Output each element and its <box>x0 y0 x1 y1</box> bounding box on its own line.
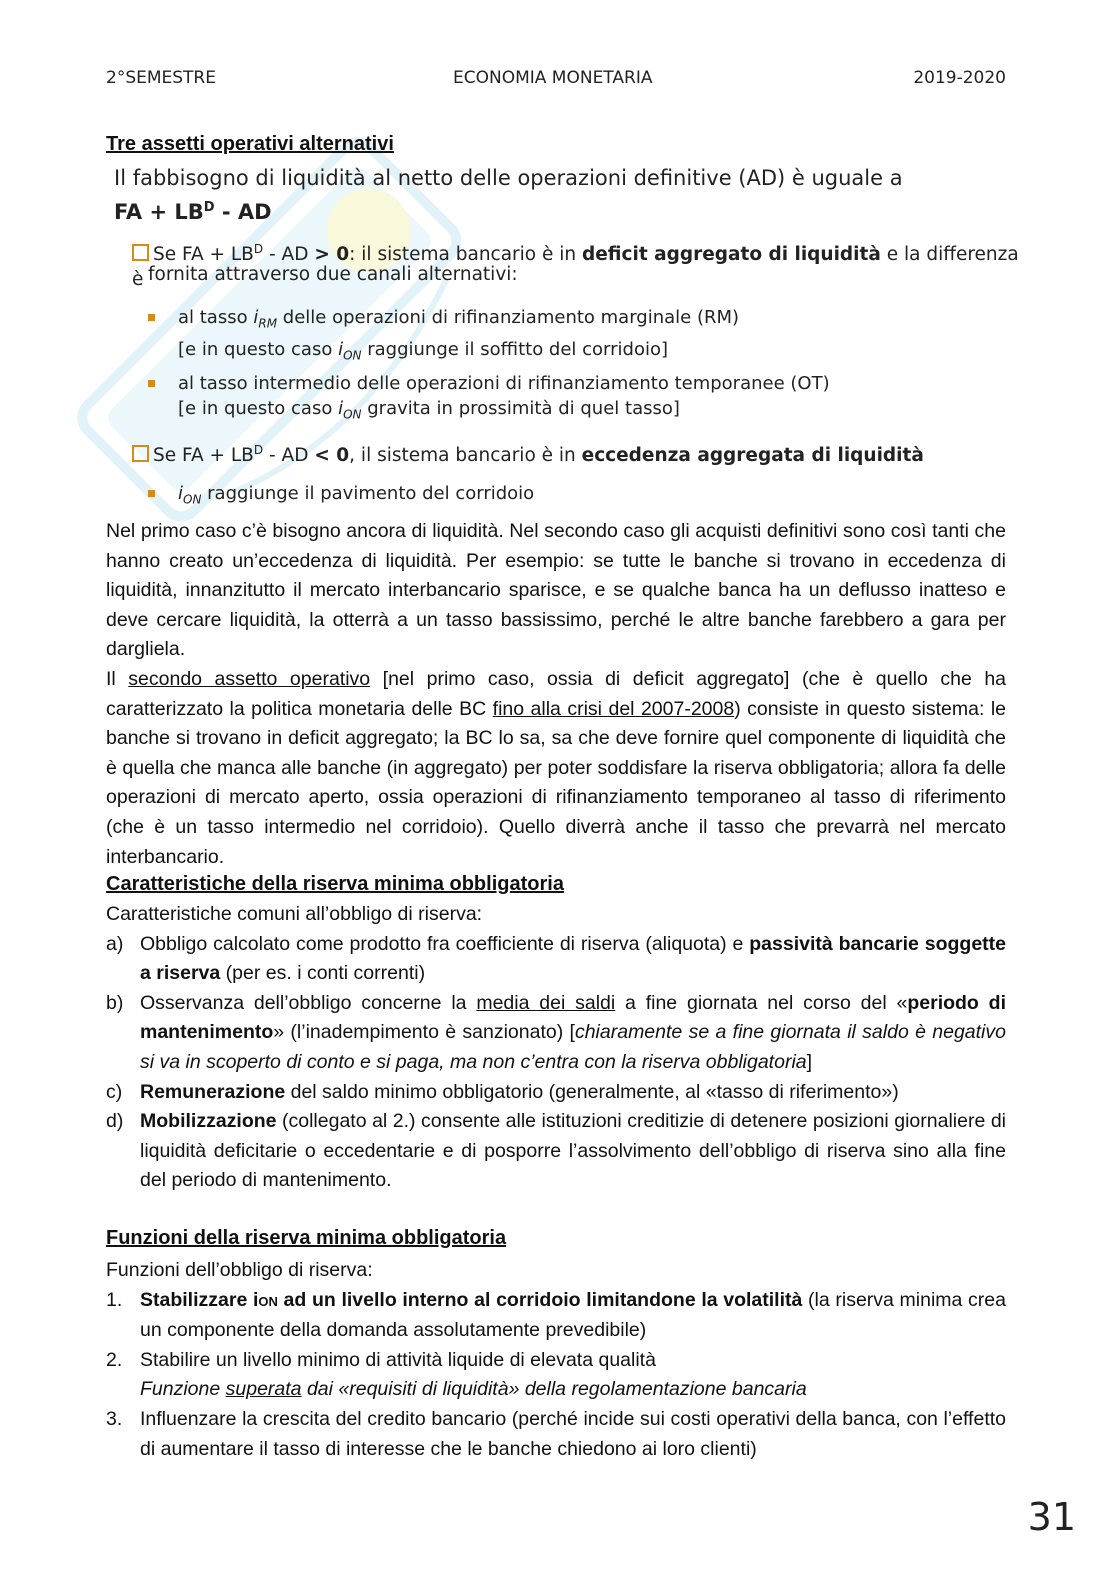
slide-bullet-ot <box>178 371 998 428</box>
paragraph-primo-caso <box>106 517 1006 665</box>
list-item <box>106 1346 1006 1405</box>
header-semester: 2°SEMESTRE <box>106 68 216 88</box>
bold-text: Stabilizzare i <box>140 1288 259 1311</box>
bold-subscript: ON <box>258 1293 278 1309</box>
cond-part: Se FA + LB <box>153 244 254 266</box>
rate-sub: ON <box>343 407 362 422</box>
paragraph-text <box>106 665 1006 872</box>
section-title-assetti: Tre assetti operativi alternativi <box>106 133 394 155</box>
text-run: (la riserva minima crea un componente della domanda assolutamente prevedibile) <box>140 1288 1006 1342</box>
cond-sup: D <box>253 443 264 457</box>
bullet-part: raggiunge il pavimento del corridoio <box>201 483 535 504</box>
page-number: 31 <box>1027 1495 1076 1539</box>
text-run: a fine giornata nel corso del « <box>615 991 908 1014</box>
text-run: (per es. i conti correnti) <box>220 962 426 985</box>
bullet-square-icon <box>148 314 155 321</box>
bold-text: ad un livello interno al corridoio limitandone la volatilità <box>277 1288 803 1311</box>
text-run: ] <box>806 1050 813 1073</box>
section-title-funzioni: Funzioni della riserva minima obbligatoria <box>106 1227 507 1249</box>
bullet-part: [e in questo caso <box>178 398 339 419</box>
rate-sub: ON <box>343 348 362 363</box>
bullet-part: al tasso intermedio delle operazioni di rifinanziamento temporanee (OT) <box>178 373 830 394</box>
text-run: » (l’inadempimento è sanzionato) [ <box>273 1021 575 1044</box>
checkbox-square-icon <box>132 244 149 261</box>
slide-condition-surplus <box>132 438 1032 468</box>
bold-text: Mobilizzazione <box>140 1110 277 1133</box>
rate-symbol: i <box>253 307 259 328</box>
list-intro: Caratteristiche comuni all’obbligo di riserva: <box>106 903 483 925</box>
bullet-square-icon <box>148 380 155 387</box>
list-marker: 3. <box>106 1407 123 1430</box>
text-run: del saldo minimo obbligatorio (generalmente, al «tasso di riferimento») <box>285 1080 899 1103</box>
rate-symbol: i <box>178 483 184 504</box>
slide-condition-deficit-line2: fornita attraverso due canali alternativi: <box>148 264 518 285</box>
bullet-square-icon <box>148 490 155 497</box>
list-funzioni <box>106 1256 1006 1464</box>
bold-text: periodo di mantenimento <box>140 991 1006 1044</box>
slide-bullet-rm <box>178 305 998 368</box>
italic-text: Funzione <box>140 1378 226 1401</box>
list-item <box>106 1078 1006 1108</box>
bold-text: passività bancarie soggette a riserva <box>140 932 1006 985</box>
formula-part: - AD <box>214 200 272 224</box>
text-run: Obbligo calcolato come prodotto fra coefficiente di riserva (aliquota) e <box>140 932 750 955</box>
cond-part: - AD <box>263 445 315 467</box>
cond-operator: > 0 <box>314 244 350 266</box>
list-item <box>106 1405 1006 1464</box>
slide-lead-formula <box>114 193 272 227</box>
slide-bullet-floor <box>178 481 534 513</box>
text-run: Stabilire un livello minimo di attività liquide di elevata qualità <box>140 1348 656 1371</box>
text-run: Influenzare la crescita del credito bancario (perché incide sui costi operativi della banca, con l’effetto di aumentare il tasso di interesse che le banche chiedono ai loro clienti) <box>140 1407 1006 1460</box>
bullet-part: delle operazioni di rifinanziamento marginale (RM) <box>277 307 740 328</box>
page-header <box>106 68 1006 92</box>
list-marker: d) <box>106 1110 124 1133</box>
cond-part: , il sistema bancario è in <box>349 445 582 467</box>
bullet-part: al tasso <box>178 307 254 328</box>
list-item <box>106 930 1006 989</box>
rate-symbol: i <box>338 398 344 419</box>
text-run: Osservanza dell’obbligo concerne la <box>140 991 477 1014</box>
header-course: ECONOMIA MONETARIA <box>453 68 653 88</box>
formula-part: FA + LB <box>114 200 204 224</box>
cond-sup: D <box>253 242 264 256</box>
list-item <box>106 1107 1006 1196</box>
list-marker: a) <box>106 932 124 955</box>
underlined-text: media dei saldi <box>476 991 616 1014</box>
list-caratteristiche <box>106 900 1006 1196</box>
cond-bold: eccedenza aggregata di liquidità <box>581 445 924 467</box>
list-intro: Funzioni dell’obbligo di riserva: <box>106 1259 373 1281</box>
text-run: [nel primo caso, ossia di deficit aggregato] (che è quello che ha caratterizzato la politica monetaria delle BC <box>106 668 1007 720</box>
cond-part: Se FA + LB <box>153 445 254 467</box>
rate-sub: RM <box>258 316 278 331</box>
list-marker: 2. <box>106 1348 123 1371</box>
italic-text: dai «requisiti di liquidità» della regolamentazione bancaria <box>301 1378 807 1401</box>
cond-part: e la differenza è <box>132 244 1019 291</box>
cond-bold: deficit aggregato di liquidità <box>582 244 881 266</box>
list-marker: c) <box>106 1080 123 1103</box>
list-marker: b) <box>106 991 124 1014</box>
bullet-part: raggiunge il soffitto del corridoio] <box>361 338 669 360</box>
italic-text: chiaramente se a fine giornata il saldo è negativo si va in scoperto di conto e si paga, ma non c’entra con la riserva obbligatoria <box>140 1021 1006 1073</box>
cond-part: - AD <box>263 244 315 266</box>
checkbox-square-icon <box>132 445 149 462</box>
bullet-part: gravita in prossimità di quel tasso] <box>361 398 680 419</box>
list-item <box>106 989 1006 1078</box>
underlined-italic-text: superata <box>225 1378 302 1401</box>
cond-part: : il sistema bancario è in <box>349 244 583 266</box>
underlined-text: fino alla crisi del 2007-2008 <box>492 697 735 720</box>
text-run: ) consiste in questo sistema: le banche si trovano in deficit aggregato; la BC lo sa, sa che deve fornire quel componente di liquidità che è quella che manca alle banche (in aggregato) per poter soddisfare la riserva obbligatoria; allora fa delle operazioni di mercato aperto, ossia operazioni di rifinanziamento temporaneo al tasso di riferimento (che è un tasso intermedio nel corridoio). Quello diverrà anche il tasso che prevarrà nel mercato interbancario. <box>106 697 1007 868</box>
header-year: 2019-2020 <box>913 68 1006 88</box>
list-marker: 1. <box>106 1288 123 1311</box>
bullet-part: [e in questo caso <box>178 338 339 360</box>
section-title-caratteristiche: Caratteristiche della riserva minima obbligatoria <box>106 873 564 895</box>
rate-sub: ON <box>183 492 202 507</box>
paragraph-text: Nel primo caso c’è bisogno ancora di liquidità. Nel secondo caso gli acquisti definitivi sono così tanti che hanno creato un’eccedenza di liquidità. Per esempio: se tutte le banche si trovano in eccedenza di liquidità, innanzitutto il mercato interbancario sparisce, e se qualche banca ha un deflusso inatteso e deve cercare liquidità, la otterrà a un tasso bassissimo, perché le altre banche farebbero a gara per dargliela. <box>106 520 1006 661</box>
rate-symbol: i <box>338 338 344 360</box>
formula-sup: D <box>203 200 215 215</box>
paragraph-secondo-assetto <box>106 665 1006 872</box>
bold-text: Remunerazione <box>140 1080 286 1103</box>
text-run: (collegato al 2.) consente alle istituzioni creditizie di detenere posizioni giornaliere di liquidità deficitarie o eccedentarie e di posporre l’assolvimento dell’obbligo di riserva sino alla fine del periodo di mantenimento. <box>140 1110 1006 1192</box>
list-item <box>106 1286 1006 1346</box>
text-run: Il <box>106 668 129 690</box>
slide-lead-line1: Il fabbisogno di liquidità al netto delle operazioni definitive (AD) è uguale a <box>114 166 903 190</box>
underlined-text: secondo assetto operativo <box>128 668 371 690</box>
cond-operator: < 0 <box>314 445 350 467</box>
